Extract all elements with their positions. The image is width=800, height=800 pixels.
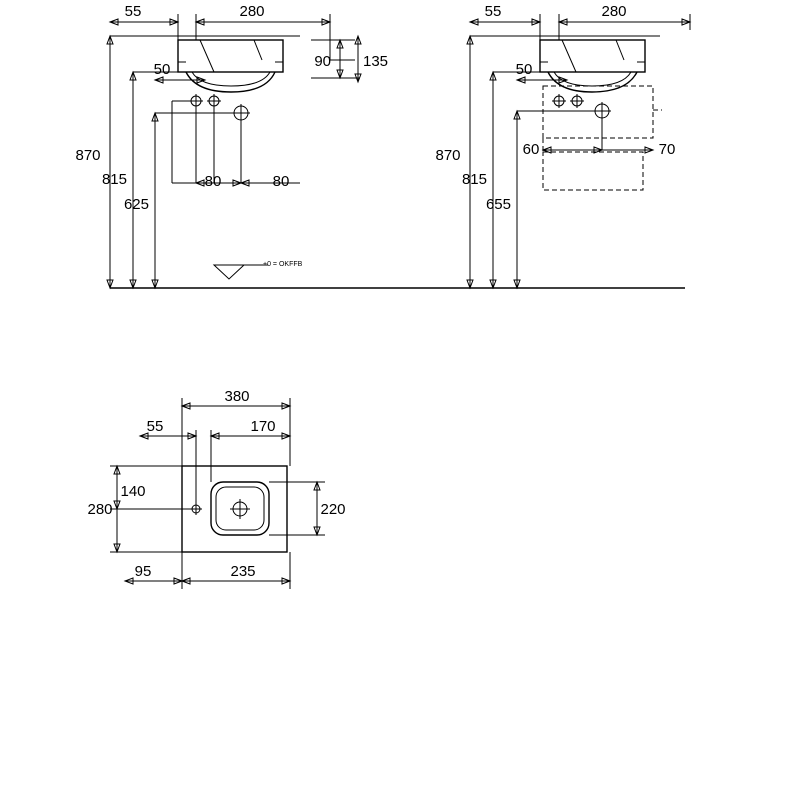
dim-170-label: 170 (250, 418, 276, 435)
dim-235-label: 235 (230, 563, 256, 580)
dim-625-label: 625 (123, 196, 149, 213)
dim-60-label: 60 (522, 141, 540, 158)
floor-level-marker (214, 265, 244, 279)
dim-140-label: 140 (120, 483, 146, 500)
hidden-siphon-box (543, 152, 643, 190)
dim-655-label: 655 (485, 196, 511, 213)
dim-380-label: 380 (224, 388, 250, 405)
front-elevation-right (435, 3, 690, 288)
dim-280r-label: 280 (601, 3, 627, 20)
dim-55r-label: 55 (484, 3, 502, 20)
dim-50r-label: 50 (515, 61, 533, 78)
dim-80-label-b: 80 (272, 173, 290, 190)
dim-815r-label: 815 (461, 171, 487, 188)
dim-280-label: 280 (239, 3, 265, 20)
dim-95-label: 95 (134, 563, 152, 580)
plan-view (87, 388, 345, 589)
dim-70-label: 70 (658, 141, 676, 158)
dim-135-label: 135 (363, 53, 389, 70)
basin-body-left (178, 40, 283, 72)
dim-280p-label: 280 (87, 501, 113, 518)
dim-90-label: 90 (314, 53, 331, 70)
dim-815-label: 815 (101, 171, 127, 188)
dim-55-label: 55 (124, 3, 142, 20)
dim-220-label: 220 (320, 501, 346, 518)
basin-body-right (540, 40, 645, 72)
dim-55p-label: 55 (146, 418, 164, 435)
dim-870r-label: 870 (435, 147, 461, 164)
floor-note-label: +0 = OKFFB (263, 261, 303, 268)
dim-80-label-a: 80 (204, 173, 222, 190)
dim-50-label: 50 (153, 61, 171, 78)
dim-870-label: 870 (75, 147, 101, 164)
